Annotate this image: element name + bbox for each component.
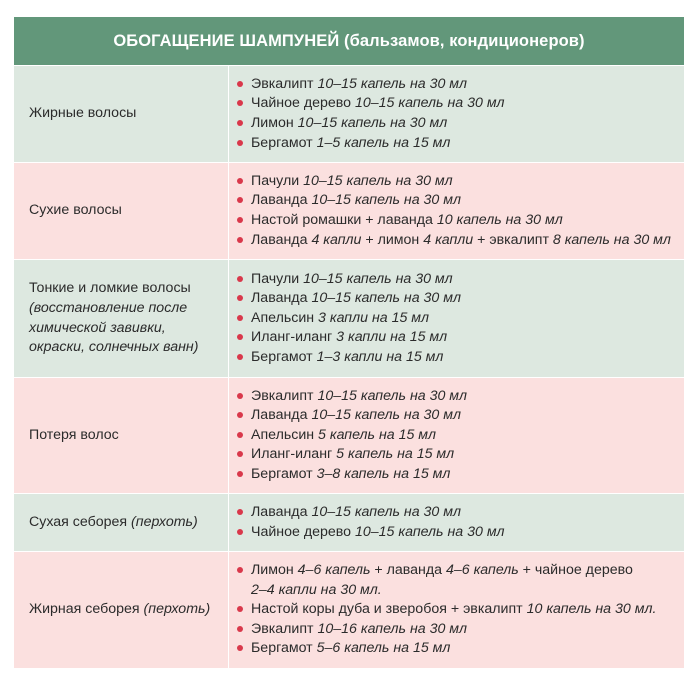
- oil-dose: 4–6 капель: [297, 562, 371, 579]
- condition-label: Сухие волосы: [29, 202, 122, 219]
- oil-dose: 10 капель на 30 мл: [436, 212, 563, 228]
- oil-dose: 10–15 капель на 30 мл: [355, 95, 505, 112]
- bullet-icon: [237, 354, 243, 360]
- bullet-icon: [237, 626, 243, 632]
- list-item: [237, 231, 680, 251]
- condition-cell: [14, 552, 229, 669]
- bullet-icon: [237, 100, 243, 106]
- bullet-icon: [237, 412, 243, 418]
- bullet-icon: [237, 645, 243, 651]
- enrichment-table: [13, 16, 685, 669]
- table-row: [14, 552, 685, 669]
- oil-name: + эвкалипт: [477, 231, 549, 248]
- list-item: [237, 211, 680, 231]
- table-row: [14, 260, 685, 378]
- bullet-icon: [237, 120, 243, 126]
- bullet-icon: [237, 217, 243, 223]
- bullet-icon: [237, 567, 243, 573]
- oil-list: [237, 387, 680, 485]
- list-item: [237, 600, 680, 620]
- condition-note: (перхоть): [131, 513, 198, 530]
- table-row: [14, 66, 685, 163]
- oil-list: [237, 75, 680, 153]
- oil-name: Чайное дерево: [251, 95, 352, 112]
- oil-dose: 5 капель на 15 мл: [336, 446, 455, 463]
- table-row: [14, 494, 685, 552]
- oil-name: Бергамот: [251, 134, 313, 151]
- condition-label: Потеря волос: [29, 426, 119, 443]
- list-item: [237, 114, 680, 134]
- condition-label: Жирные волосы: [29, 105, 137, 122]
- condition-note: (перхоть): [143, 601, 211, 618]
- list-item: [237, 270, 680, 290]
- oil-name: Лимон: [251, 115, 294, 131]
- oil-name: Пачули: [251, 270, 300, 287]
- list-item: [237, 445, 680, 465]
- oil-dose: 10–15 капель на 30 мл: [317, 387, 468, 404]
- list-item: [237, 289, 680, 309]
- bullet-icon: [237, 315, 243, 321]
- oil-name: Чайное дерево: [251, 523, 352, 540]
- list-item: [237, 387, 680, 407]
- oil-dose: 10–15 капель на 30 мл: [311, 290, 461, 307]
- bullet-icon: [237, 529, 243, 535]
- oil-dose: 2–4 капли на 30 мл.: [251, 581, 382, 598]
- condition-note: окраски, солнечных ванн): [29, 339, 199, 356]
- bullet-icon: [237, 178, 243, 184]
- condition-cell: [14, 260, 229, 378]
- items-cell: [229, 260, 685, 378]
- bullet-icon: [237, 295, 243, 301]
- oil-dose: 5 капель на 15 мл: [318, 426, 437, 443]
- oil-dose: 5–6 капель на 15 мл: [316, 640, 451, 657]
- bullet-icon: [237, 140, 243, 146]
- oil-dose: 10–15 капель на 30 мл: [355, 523, 505, 540]
- items-cell: [229, 163, 685, 260]
- oil-list: [237, 561, 680, 659]
- oil-dose: 10 капель на 30 мл.: [526, 601, 657, 618]
- bullet-icon: [237, 276, 243, 282]
- bullet-icon: [237, 509, 243, 515]
- items-cell: [229, 66, 685, 163]
- list-item: [237, 172, 680, 192]
- items-cell: [229, 378, 685, 494]
- oil-dose: 10–15 капель на 30 мл: [311, 503, 461, 520]
- condition-label: Жирная себорея: [29, 601, 140, 618]
- bullet-icon: [237, 334, 243, 340]
- bullet-icon: [237, 606, 243, 612]
- list-item: [237, 348, 680, 368]
- list-item: [237, 75, 680, 95]
- list-item: [237, 426, 680, 446]
- list-item: [237, 523, 680, 543]
- oil-name: Эвкалипт: [251, 75, 314, 92]
- bullet-icon: [237, 81, 243, 87]
- oil-dose: 10–15 капель на 30 мл: [297, 115, 448, 131]
- items-cell: [229, 494, 685, 552]
- list-item: [237, 639, 680, 659]
- oil-name: Лаванда: [251, 192, 308, 209]
- oil-list: [237, 503, 680, 542]
- list-item: [237, 134, 680, 154]
- list-item: [237, 406, 680, 426]
- list-item: [237, 465, 680, 485]
- condition-note: химической завивки,: [29, 319, 166, 336]
- oil-dose: 3–8 капель на 15 мл: [316, 465, 451, 482]
- oil-dose: 10–15 капель на 30 мл: [317, 75, 468, 92]
- oil-list: [237, 270, 680, 368]
- condition-cell: [14, 494, 229, 552]
- condition-cell: [14, 378, 229, 494]
- oil-dose: 4–6 капель: [445, 562, 519, 579]
- bullet-icon: [237, 451, 243, 457]
- oil-name: Лаванда: [251, 290, 308, 307]
- oil-name: Апельсин: [251, 426, 315, 443]
- oil-name: Бергамот: [251, 465, 313, 482]
- oil-name: + лимон: [365, 231, 420, 248]
- oil-dose: 3 капли на 15 мл: [336, 329, 448, 346]
- oil-dose: 10–15 капель на 30 мл: [303, 270, 453, 287]
- condition-cell: [14, 163, 229, 260]
- oil-dose: 4 капли: [423, 231, 474, 248]
- list-item: [237, 328, 680, 348]
- oil-dose: 10–15 капель на 30 мл: [311, 407, 461, 424]
- oil-list: [237, 172, 680, 250]
- oil-dose: 10–16 капель на 30 мл: [317, 620, 468, 637]
- oil-dose: 1–5 капель на 15 мл: [316, 134, 451, 151]
- oil-name: + лаванда: [374, 562, 443, 579]
- oil-name: Бергамот: [251, 348, 313, 365]
- items-cell: [229, 552, 685, 669]
- oil-dose: 4 капли: [311, 231, 362, 248]
- oil-name: Эвкалипт: [251, 620, 314, 637]
- oil-dose: 10–15 капель на 30 мл: [311, 192, 461, 209]
- oil-name: Пачули: [251, 172, 300, 189]
- condition-label: Сухая себорея: [29, 513, 128, 530]
- oil-name: Лаванда: [251, 503, 308, 520]
- list-item: [237, 620, 680, 640]
- bullet-icon: [237, 393, 243, 399]
- oil-dose: 8 капель на 30 мл: [552, 231, 671, 248]
- list-item: [237, 191, 680, 211]
- condition-label: Тонкие и ломкие волосы: [29, 280, 191, 297]
- list-item: [237, 94, 680, 114]
- oil-name: Иланг-иланг: [251, 446, 333, 463]
- oil-dose: 10–15 капель на 30 мл: [303, 172, 453, 189]
- bullet-icon: [237, 432, 243, 438]
- oil-name: Лимон: [251, 562, 294, 579]
- table-title: ОБОГАЩЕНИЕ ШАМПУНЕЙ (бальзамов, кондиционеров): [14, 17, 685, 66]
- oil-dose: 3 капли на 15 мл: [318, 309, 430, 326]
- oil-name: Настой ромашки + лаванда: [251, 212, 433, 228]
- oil-name: Лаванда: [251, 407, 308, 424]
- list-item: [237, 309, 680, 329]
- list-item: [237, 561, 680, 600]
- table-row: [14, 378, 685, 494]
- bullet-icon: [237, 237, 243, 243]
- bullet-icon: [237, 197, 243, 203]
- oil-name: + чайное дерево: [522, 562, 633, 579]
- oil-dose: 1–3 капли на 15 мл: [316, 348, 444, 365]
- condition-cell: [14, 66, 229, 163]
- bullet-icon: [237, 471, 243, 477]
- condition-note: (восстановление после: [29, 299, 188, 316]
- oil-name: Эвкалипт: [251, 387, 314, 404]
- table-row: [14, 163, 685, 260]
- list-item: [237, 503, 680, 523]
- oil-name: Иланг-иланг: [251, 329, 333, 346]
- oil-name: Апельсин: [251, 309, 315, 326]
- oil-name: Бергамот: [251, 640, 313, 657]
- oil-name: Настой коры дуба и зверобоя + эвкалипт: [251, 601, 523, 618]
- oil-name: Лаванда: [251, 231, 308, 248]
